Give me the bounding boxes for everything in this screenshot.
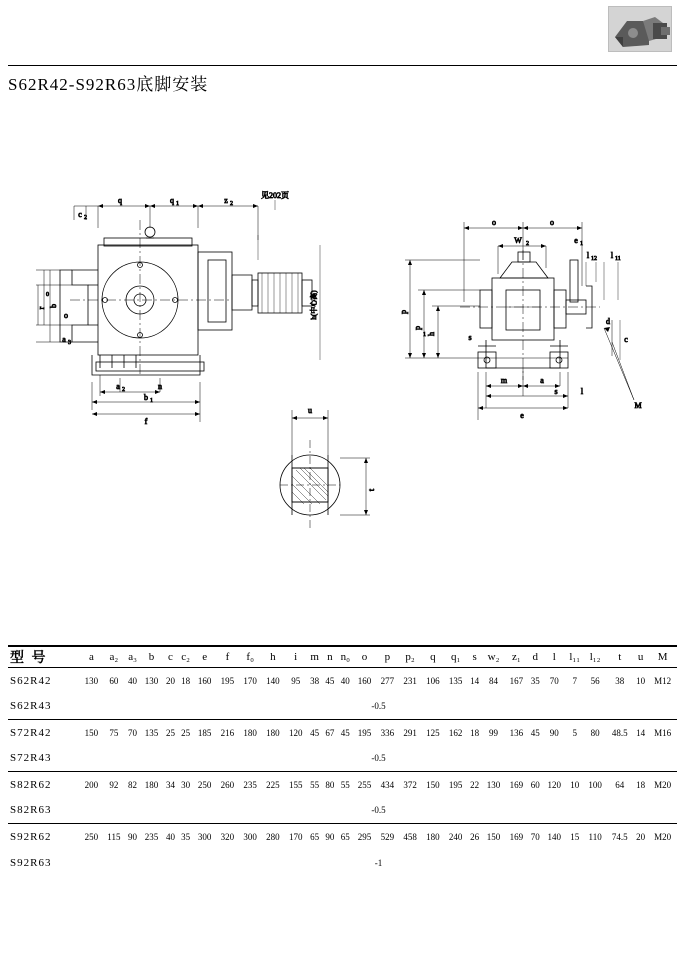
svg-text:1: 1: [423, 332, 426, 338]
cell: 82: [128, 779, 138, 790]
column-header: z₁: [505, 646, 528, 668]
cell: 169: [509, 779, 524, 790]
svg-text:1: 1: [580, 241, 583, 247]
column-header: t: [607, 646, 634, 668]
column-header: m: [307, 646, 322, 668]
svg-text:2: 2: [122, 387, 125, 393]
cell: 45: [310, 727, 320, 738]
table-header-row: [8, 646, 677, 668]
technical-drawing: [0, 110, 685, 630]
right-elevation-view: [399, 218, 642, 420]
svg-text:l: l: [586, 251, 590, 260]
cell: 45: [325, 675, 335, 686]
cell: 14: [636, 727, 646, 738]
table-row: [8, 798, 677, 824]
cell: 136: [509, 727, 524, 738]
row-model: S72R42: [10, 726, 52, 739]
cell: 64: [615, 779, 625, 790]
svg-text:r: r: [37, 306, 46, 310]
cell: 150: [84, 727, 99, 738]
cell: 235: [243, 779, 257, 790]
cell: 250: [84, 831, 99, 842]
cell: 40: [128, 675, 138, 686]
column-header: p: [376, 646, 399, 668]
row-note: -0.5: [80, 746, 677, 772]
cell: M12: [654, 675, 672, 686]
column-header: p₂: [399, 646, 422, 668]
cell: 40: [165, 831, 175, 842]
cell: 34: [165, 779, 175, 790]
table-row: [8, 772, 677, 798]
cell: 155: [288, 779, 303, 790]
cell: 55: [310, 779, 320, 790]
row-model: S72R43: [8, 746, 80, 772]
cell: 300: [243, 831, 257, 842]
cell: 434: [380, 779, 395, 790]
column-header: l₁₂: [584, 646, 607, 668]
svg-text:l: l: [580, 387, 584, 396]
cell: 231: [403, 675, 417, 686]
cell: 67: [325, 727, 335, 738]
cell: 75: [109, 727, 119, 738]
column-header: h: [262, 646, 285, 668]
cell: 80: [325, 779, 335, 790]
cell: 60: [109, 675, 119, 686]
cell: 90: [325, 831, 335, 842]
cell: 22: [470, 779, 480, 790]
svg-text:e: e: [520, 411, 524, 420]
page-title: S62R42-S92R63底脚安装: [8, 75, 209, 94]
row-note: -0.5: [80, 798, 677, 824]
svg-text:m: m: [500, 376, 508, 385]
cell: M16: [654, 727, 672, 738]
column-header: l₁₁: [566, 646, 584, 668]
cell: 18: [181, 675, 191, 686]
cell: 140: [547, 831, 561, 842]
column-header: u: [633, 646, 648, 668]
svg-text:h: h: [427, 332, 436, 336]
cell: 92: [109, 779, 119, 790]
svg-text:3: 3: [68, 340, 71, 346]
cell: 125: [426, 727, 440, 738]
table-row: [8, 694, 677, 720]
cell: 10: [636, 675, 646, 686]
cell: 170: [288, 831, 303, 842]
cell: 120: [288, 727, 303, 738]
cell: 150: [486, 831, 501, 842]
svg-text:a: a: [62, 335, 66, 344]
column-header: M: [648, 646, 677, 668]
cell: 74.5: [611, 831, 628, 842]
svg-text:q: q: [118, 196, 122, 205]
cell: 235: [144, 831, 159, 842]
cell: 70: [530, 831, 540, 842]
cell: 277: [380, 675, 395, 686]
cell: 120: [547, 779, 561, 790]
table-row: [8, 850, 677, 876]
svg-text:2: 2: [84, 215, 87, 221]
cell: 14: [470, 675, 480, 686]
row-model: S92R63: [10, 856, 52, 869]
cell: 170: [243, 675, 257, 686]
svg-text:e: e: [574, 236, 578, 245]
column-header: q₁: [444, 646, 467, 668]
cell: 180: [243, 727, 257, 738]
row-model: S62R42: [10, 674, 52, 687]
row-note: -1: [374, 857, 383, 868]
cell: 240: [448, 831, 463, 842]
svg-text:0: 0: [46, 292, 49, 298]
cell: 320: [220, 831, 235, 842]
cell: 10: [570, 779, 580, 790]
cell: 130: [144, 675, 159, 686]
cell: 169: [509, 831, 524, 842]
column-header: a₂: [103, 646, 125, 668]
column-header: a₃: [125, 646, 140, 668]
svg-text:u: u: [308, 406, 312, 415]
cell: 300: [197, 831, 212, 842]
column-header: b: [140, 646, 163, 668]
keyway-detail-view: [280, 406, 376, 530]
cell: 458: [403, 831, 417, 842]
cell: 162: [448, 727, 463, 738]
cell: 70: [128, 727, 138, 738]
cell: 280: [266, 831, 280, 842]
cell: 180: [426, 831, 440, 842]
column-header: e: [193, 646, 216, 668]
svg-text:z: z: [224, 196, 228, 205]
cell: 5: [572, 727, 577, 738]
gear-motor-thumbnail: [608, 6, 672, 52]
cell: 7: [572, 675, 577, 686]
cell: 115: [107, 831, 121, 842]
cell: 135: [448, 675, 463, 686]
cell: 291: [403, 727, 417, 738]
cell: 185: [197, 727, 212, 738]
cell: 167: [509, 675, 524, 686]
svg-text:o: o: [492, 218, 496, 227]
cell: 140: [266, 675, 280, 686]
svg-text:b: b: [49, 304, 58, 308]
cell: 180: [144, 779, 159, 790]
cell: 225: [266, 779, 280, 790]
cell: 336: [380, 727, 395, 738]
cell: 200: [84, 779, 99, 790]
svg-text:M: M: [634, 401, 642, 410]
column-header: s: [467, 646, 482, 668]
left-elevation-view: [36, 190, 320, 426]
table-row: [8, 720, 677, 746]
cell: 195: [448, 779, 463, 790]
cell: 80: [590, 727, 600, 738]
cell: 99: [489, 727, 499, 738]
cell: 260: [220, 779, 235, 790]
column-header: n₀: [337, 646, 353, 668]
svg-text:12: 12: [591, 256, 597, 262]
cell: 35: [530, 675, 540, 686]
cell: 160: [197, 675, 212, 686]
cell: 372: [403, 779, 417, 790]
cell: 60: [530, 779, 540, 790]
row-model: S82R62: [10, 778, 52, 791]
cell: 15: [570, 831, 580, 842]
cell: 130: [486, 779, 501, 790]
cell: 65: [340, 831, 350, 842]
svg-text:d: d: [606, 317, 610, 326]
column-header: o: [353, 646, 376, 668]
cell: 65: [310, 831, 320, 842]
svg-text:l: l: [610, 251, 614, 260]
specification-table: [8, 645, 677, 876]
cell: 180: [266, 727, 280, 738]
cell: 40: [340, 675, 350, 686]
svg-text:f: f: [144, 417, 148, 426]
cell: 25: [181, 727, 191, 738]
svg-text:a: a: [116, 382, 120, 391]
column-header: w₂: [482, 646, 505, 668]
cell: 100: [588, 779, 602, 790]
svg-text:o: o: [64, 311, 68, 320]
column-header: l: [543, 646, 566, 668]
cell: 25: [165, 727, 175, 738]
cell: 250: [197, 779, 212, 790]
cell: 150: [426, 779, 440, 790]
column-header: c: [163, 646, 178, 668]
cell: 255: [357, 779, 372, 790]
cell: 195: [220, 675, 235, 686]
cell: 95: [291, 675, 301, 686]
cell: 55: [340, 779, 350, 790]
svg-text:p: p: [413, 326, 422, 330]
cell: 130: [84, 675, 99, 686]
column-header: a: [80, 646, 103, 668]
table-row: [8, 824, 677, 850]
svg-text:s: s: [554, 387, 558, 396]
svg-text:11: 11: [615, 256, 621, 262]
svg-text:s: s: [468, 333, 472, 342]
cell: 160: [357, 675, 372, 686]
column-header: c₂: [178, 646, 193, 668]
cell: 84: [489, 675, 499, 686]
svg-text:a: a: [540, 376, 544, 385]
title-divider: [8, 65, 677, 66]
svg-text:2: 2: [230, 201, 233, 207]
cell: 38: [310, 675, 320, 686]
column-header: q: [421, 646, 444, 668]
row-note: -0.5: [80, 694, 677, 720]
row-model: S62R43: [8, 694, 80, 720]
svg-text:2: 2: [526, 241, 529, 247]
column-header: i: [284, 646, 307, 668]
column-header: f: [216, 646, 239, 668]
svg-text:c: c: [78, 210, 82, 219]
column-header: f₀: [239, 646, 262, 668]
cell: 106: [426, 675, 440, 686]
cell: 195: [357, 727, 372, 738]
svg-text:b: b: [144, 393, 148, 402]
row-model: S82R63: [8, 798, 80, 824]
svg-text:c: c: [624, 335, 628, 344]
cell: 216: [220, 727, 235, 738]
cell: 45: [340, 727, 350, 738]
cell: 18: [470, 727, 480, 738]
svg-text:W: W: [514, 236, 522, 245]
cell: 70: [549, 675, 559, 686]
cell: 45: [530, 727, 540, 738]
table-row: [8, 668, 677, 694]
svg-text:1: 1: [176, 201, 179, 207]
svg-text:h(中心高): h(中心高): [310, 290, 318, 320]
cell: 295: [357, 831, 372, 842]
cell: 35: [181, 831, 191, 842]
svg-text:q: q: [170, 196, 174, 205]
column-header-model: 型 号: [8, 646, 80, 668]
column-header: d: [528, 646, 543, 668]
cell: 48.5: [611, 727, 628, 738]
cell: 18: [636, 779, 646, 790]
svg-text:见202页: 见202页: [261, 191, 289, 200]
cell: 26: [470, 831, 480, 842]
cell: 90: [128, 831, 138, 842]
svg-text:p: p: [399, 310, 408, 314]
cell: M20: [654, 831, 672, 842]
table-row: [8, 746, 677, 772]
cell: 110: [588, 831, 602, 842]
cell: 90: [549, 727, 559, 738]
cell: 20: [165, 675, 175, 686]
cell: 20: [636, 831, 646, 842]
cell: 56: [590, 675, 600, 686]
svg-text:1: 1: [150, 398, 153, 404]
cell: 135: [144, 727, 159, 738]
svg-text:n: n: [158, 382, 162, 391]
column-header: n: [322, 646, 337, 668]
cell: 38: [615, 675, 625, 686]
row-model: S92R62: [10, 830, 52, 843]
cell: 529: [380, 831, 395, 842]
cell: M20: [654, 779, 672, 790]
cell: 30: [181, 779, 191, 790]
svg-text:t: t: [367, 488, 376, 492]
svg-text:o: o: [550, 218, 554, 227]
